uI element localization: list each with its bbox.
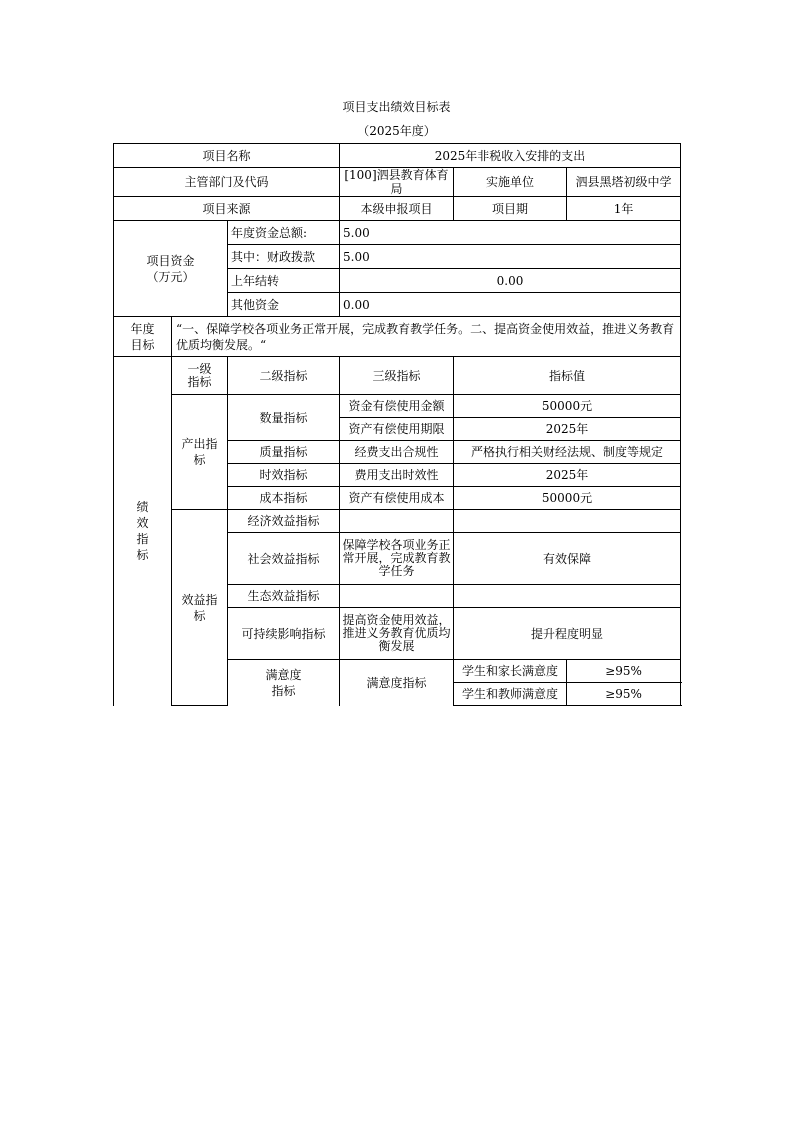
sustainable-item-name: 提高资金使用效益，推进义务教育优质均衡发展 (340, 608, 454, 660)
sustainable-item-value: 提升程度明显 (454, 608, 681, 660)
page-subtitle-year: （2025年度） (357, 124, 436, 138)
quality-indicator-label: 质量指标 (228, 441, 340, 464)
dept-value: [100]泗县教育体育局 (340, 168, 454, 197)
social-item-name: 保障学校各项业务正常开展，完成教育教学任务 (340, 533, 454, 585)
satisfaction-item-2-name: 学生和教师满意度 (454, 683, 567, 706)
quality-item-value: 严格执行相关财经法规、制度等规定 (454, 441, 681, 464)
funds-carryover-value: 0.00 (340, 269, 681, 293)
unit-label: 实施单位 (454, 168, 567, 197)
funds-other-value: 0.00 (340, 293, 681, 317)
performance-goal-table (113, 143, 681, 706)
social-item-value: 有效保障 (454, 533, 681, 585)
funds-fiscal-value: 5.00 (340, 245, 681, 269)
annual-goal-text: “一、保障学校各项业务正常开展，完成教育教学任务。二、提高资金使用效益，推进义务教育优质均衡发展。“ (172, 317, 681, 357)
economic-item-value (454, 510, 681, 533)
page-title: 项目支出绩效目标表 (342, 100, 451, 114)
satisfaction-item-2-value: ≥95% (567, 683, 681, 706)
source-value: 本级申报项目 (340, 197, 454, 221)
funds-other-label: 其他资金 (228, 293, 340, 317)
quantity-item-2-value: 2025年 (454, 418, 681, 441)
funds-total-value: 5.00 (340, 221, 681, 245)
quantity-indicator-label: 数量指标 (228, 395, 340, 441)
source-label: 项目来源 (114, 197, 340, 221)
annual-goal-label: 年度 目标 (114, 317, 172, 357)
social-indicator-label: 社会效益指标 (228, 533, 340, 585)
project-name-label: 项目名称 (114, 144, 340, 168)
output-indicator-label: 产出指 标 (172, 395, 228, 510)
funds-fiscal-label: 其中：财政拨款 (228, 245, 340, 269)
benefit-indicator-label: 效益指 标 (172, 510, 228, 706)
quantity-item-1-value: 50000元 (454, 395, 681, 418)
funds-label: 项目资金 （万元） (114, 221, 228, 317)
timeliness-item-name: 费用支出时效性 (340, 464, 454, 487)
dept-label: 主管部门及代码 (114, 168, 340, 197)
economic-indicator-label: 经济效益指标 (228, 510, 340, 533)
unit-value: 泗县黑塔初级中学 (567, 168, 681, 197)
cost-item-value: 50000元 (454, 487, 681, 510)
period-value: 1年 (567, 197, 681, 221)
header-value: 指标值 (454, 357, 681, 395)
cost-item-name: 资产有偿使用成本 (340, 487, 454, 510)
satisfaction-indicator-label: 满意度 指标 (228, 660, 340, 706)
period-label: 项目期 (454, 197, 567, 221)
timeliness-item-value: 2025年 (454, 464, 681, 487)
quality-item-name: 经费支出合规性 (340, 441, 454, 464)
ecological-item-name (340, 585, 454, 608)
header-level1: 一级 指标 (172, 357, 228, 395)
quantity-item-1-name: 资金有偿使用金额 (340, 395, 454, 418)
timeliness-indicator-label: 时效指标 (228, 464, 340, 487)
ecological-item-value (454, 585, 681, 608)
funds-total-label: 年度资金总额: (228, 221, 340, 245)
sustainable-indicator-label: 可持续影响指标 (228, 608, 340, 660)
satisfaction-sub-label: 满意度指标 (340, 660, 454, 706)
project-name-value: 2025年非税收入安排的支出 (340, 144, 681, 168)
satisfaction-item-1-value: ≥95% (567, 660, 681, 683)
perf-indicator-label: 绩 效 指 标 (114, 357, 172, 706)
cost-indicator-label: 成本指标 (228, 487, 340, 510)
quantity-item-2-name: 资产有偿使用期限 (340, 418, 454, 441)
ecological-indicator-label: 生态效益指标 (228, 585, 340, 608)
economic-item-name (340, 510, 454, 533)
header-level2: 二级指标 (228, 357, 340, 395)
funds-carryover-label: 上年结转 (228, 269, 340, 293)
header-level3: 三级指标 (340, 357, 454, 395)
satisfaction-item-1-name: 学生和家长满意度 (454, 660, 567, 683)
